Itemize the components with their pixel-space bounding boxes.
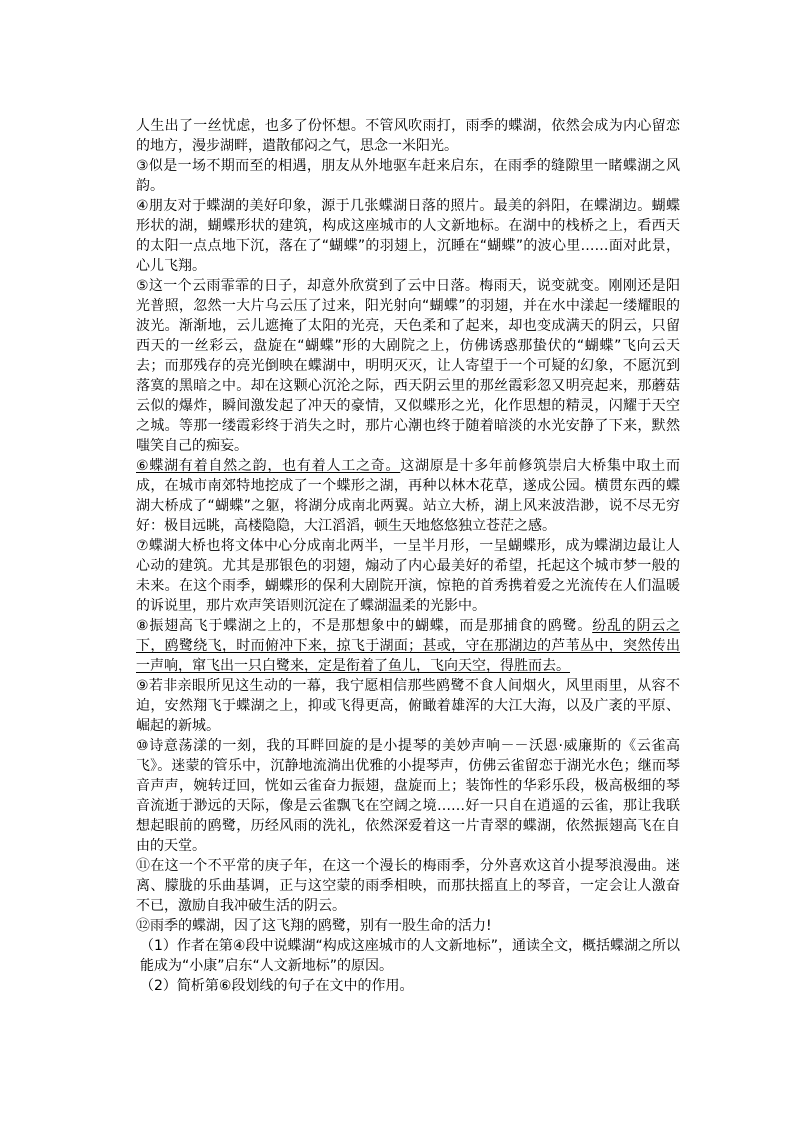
paragraph-9: ⑨若非亲眼所见这生动的一幕，我宁愿相信那些鸥鹭不食人间烟火，风里雨里，从容不迫，安然翔飞于蝶湖之上，抑或飞得更高，俯瞰着雄浑的大江大海，以及广袤的平原、崛起的新城。 bbox=[136, 678, 680, 734]
paragraph-8 bbox=[136, 616, 680, 676]
paragraph-6 bbox=[136, 456, 680, 536]
paragraph-8-underlined-sentence: 纷乱的阴云之下，鸥鹭绕飞，时而俯冲下来，掠飞于湖面；甚或，守在那湖边的芦苇丛中，突然传出一声响，窜飞出一只白鹭来，定是衔着了鱼儿，飞向天空，得胜而去。 bbox=[136, 618, 680, 674]
paragraph-4: ④朋友对于蝶湖的美好印象，源于几张蝶湖日落的照片。最美的斜阳，在蝶湖边。蝴蝶形状的湖，蝴蝶形状的建筑，构成这座城市的人文新地标。在湖中的栈桥之上，看西天的太阳一点点地下沉，落在了“蝴蝶”的羽翅上，沉睡在“蝴蝶”的波心里……面对此景，心儿飞翔。 bbox=[136, 198, 680, 274]
paragraph-11: ⑪在这一个不平常的庚子年，在这一个漫长的梅雨季，分外喜欢这首小提琴浪漫曲。迷离、朦胧的乐曲基调，正与这空蒙的雨季相映，而那扶摇直上的琴音，一定会让人激奋不已，激励自我冲破生活的阴云。 bbox=[136, 858, 680, 914]
paragraph-8-plain: ⑧振翅高飞于蝶湖之上的，不是那想象中的蝴蝶，而是那捕食的鸥鹭。 bbox=[136, 618, 593, 634]
question-1: （1）作者在第④段中说蝶湖“构成这座城市的人文新地标”，通读全文，概括蝶湖之所以能成为“小康”启东“人文新地标”的原因。 bbox=[140, 938, 680, 974]
document-page bbox=[136, 116, 680, 996]
paragraph-10: ⑩诗意荡漾的一刻，我的耳畔回旋的是小提琴的美妙声响－－沃恩·威廉斯的《云雀高飞》。迷蒙的管乐中，沉静地流淌出优雅的小提琴声，仿佛云雀留恋于湖光水色；继而琴音声声，婉转迂回，恍如云雀奋力振翅，盘旋而上；装饰性的华彩乐段，极高极细的琴音流逝于渺远的天际，像是云雀飘飞在空阔之境……好一只自在逍遥的云雀，那让我联想起眼前的鸥鹭，历经风雨的洗礼，依然深爱着这一片青翠的蝶湖，依然振翅高飞在自由的天堂。 bbox=[136, 738, 680, 854]
paragraph-12: ⑫雨季的蝶湖，因了这飞翔的鸥鹭，别有一股生命的活力! bbox=[136, 918, 492, 934]
paragraph-continued: 人生出了一丝忧虑，也多了份怀想。不管风吹雨打，雨季的蝶湖，依然会成为内心留恋的地方，漫步湖畔，遣散郁闷之气，思念一米阳光。 bbox=[136, 118, 680, 154]
question-2: （2）简析第⑥段划线的句子在文中的作用。 bbox=[140, 978, 414, 994]
paragraph-6-rest: 这湖原是十多年前修筑崇启大桥集中取土而成，在城市南郊特地挖成了一个蝶形之湖，再种以林木花草，遂成公园。横贯东西的蝶湖大桥成了“蝴蝶”之躯，将湖分成南北两翼。站立大桥，湖上风来波浩渺，说不尽无穷好：极目远眺，高楼隐隐，大江滔滔，顿生天地悠悠独立苍茫之感。 bbox=[136, 458, 680, 534]
paragraph-3: ③似是一场不期而至的相遇，朋友从外地驱车赶来启东，在雨季的缝隙里一睹蝶湖之风韵。 bbox=[136, 158, 680, 194]
paragraph-6-underlined-sentence: ⑥蝶湖有着自然之韵，也有着人工之奇。 bbox=[136, 458, 401, 474]
paragraph-7: ⑦蝶湖大桥也将文体中心分成南北两半，一呈半月形，一呈蝴蝶形，成为蝶湖边最让人心动的建筑。尤其是那银色的羽翅，煽动了内心最美好的希望，托起这个城市梦一般的未来。在这个雨季，蝴蝶形的保利大剧院开演，惊艳的首秀携着爱之光流传在人们温暖的诉说里，那片欢声笑语则沉淀在了蝶湖温柔的光影中。 bbox=[136, 538, 680, 614]
paragraph-5: ⑤这一个云雨霏霏的日子，却意外欣赏到了云中日落。梅雨天，说变就变。刚刚还是阳光普照，忽然一大片乌云压了过来，阳光射向“蝴蝶”的羽翅，并在水中漾起一缕耀眼的波光。渐渐地，云儿遮掩了太阳的光亮，天色柔和了起来，却也变成满天的阴云，只留西天的一丝彩云，盘旋在“蝴蝶”形的大剧院之上，仿佛诱惑那蛰伏的“蝴蝶”飞向云天去；而那残存的亮光倒映在蝶湖中，明明灭灭，让人寄望于一个可疑的幻象，不愿沉到落寞的黑暗之中。却在这颗心沉沦之际，西天阴云里的那丝霞彩忽又明亮起来，那蘑菇云似的爆炸，瞬间激发起了冲天的豪情，又似蝶形之光，化作思想的精灵，闪耀于天空之城。等那一缕霞彩终于消失之时，那片心潮也终于随着暗淡的水光安静了下来，默然嗤笑自己的痴妄。 bbox=[136, 278, 680, 454]
